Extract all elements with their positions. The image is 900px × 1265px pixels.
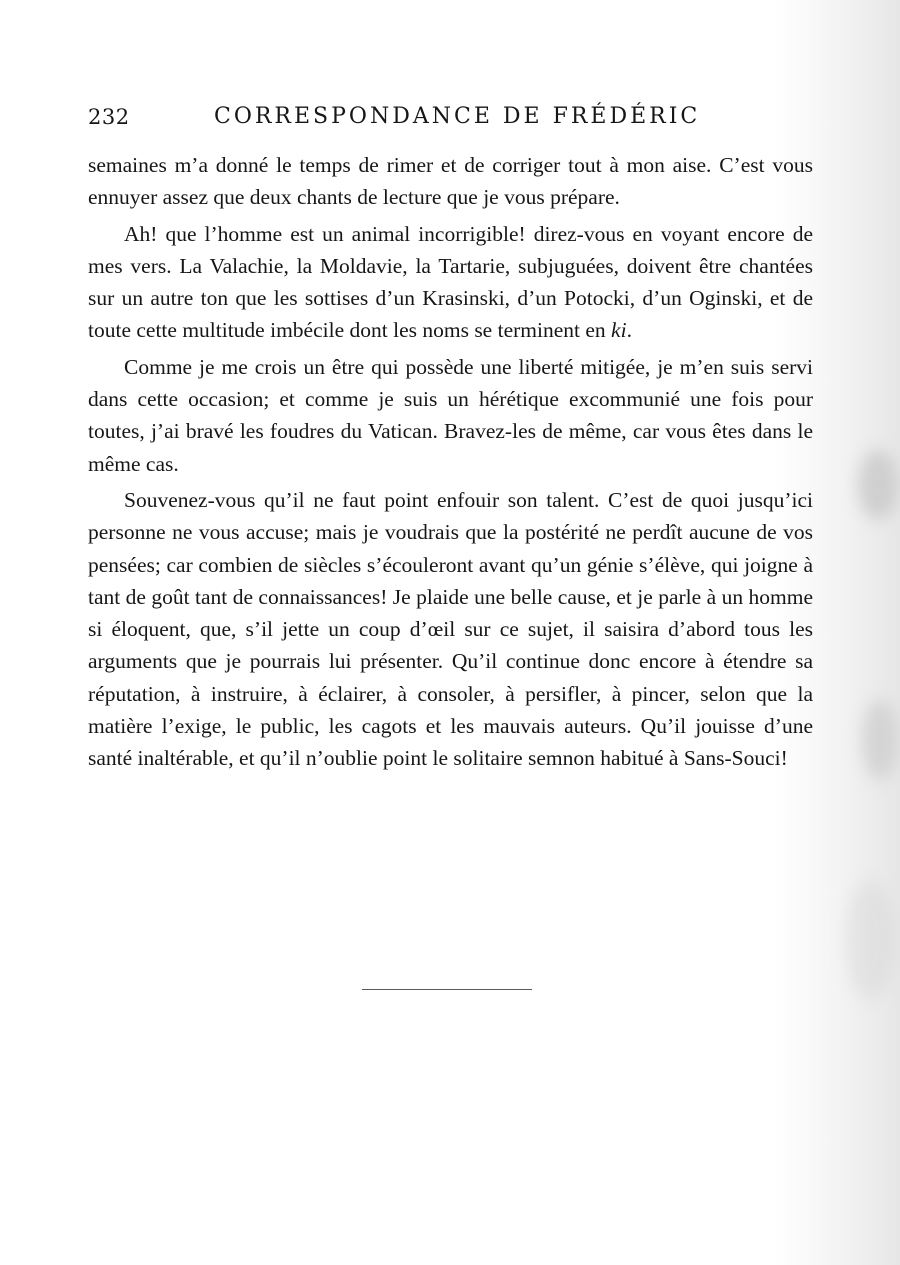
paragraph: Souvenez-vous qu’il ne faut point enfouir son talent. C’est de quoi jusqu’ici personne ne vous accuse; mais je voudrais que la postérité ne perdît aucune de vos pensées; car combien de siècles s’écouleront avant qu’un génie s’élève, qui joigne à tant de goût tant de connaissances! Je plaide une belle cause, et je parle à un homme si éloquent, que, s’il jette un coup d’œil sur ce sujet, il saisira d’abord tous les arguments que je pourrais lui présenter. Qu’il continue donc encore à étendre sa réputation, à instruire, à éclairer, à consoler, à persifler, à pincer, selon que la matière l’exige, le public, les cagots et les mauvais auteurs. Qu’il jouisse d’une santé inaltérable, et qu’il n’oublie point le solitaire semnon habitué à Sans-Souci! <box>88 487 813 771</box>
letter-text <box>88 149 813 775</box>
section-end-rule <box>362 989 532 990</box>
paragraph-text: Ah! que l’homme est un animal incorrigible! direz-vous en voyant encore de mes vers. La Valachie, la Moldavie, la Tartarie, subjuguées, doivent être chantées sur un autre ton que les sottises d’un Krasinski, d’un Potocki, d’un Oginski, et de toute cette multitude imbécile dont les noms se terminent en <box>88 221 813 343</box>
page-edge-shadow <box>845 880 895 1000</box>
italic-suffix: ki <box>611 318 627 343</box>
running-title: CORRESPONDANCE DE FRÉDÉRIC <box>214 104 701 129</box>
running-header <box>88 104 828 134</box>
page-edge-shadow <box>858 450 898 520</box>
page-edge-shadow <box>862 700 898 780</box>
paragraph-continued: semaines m’a donné le temps de rimer et de corriger tout à mon aise. C’est vous ennuyer assez que deux chants de lecture que je vous prépare. <box>88 153 813 210</box>
paragraph: Comme je me crois un être qui possède une liberté mitigée, je m’en suis servi dans cette occasion; et comme je suis un hérétique excommunié une fois pour toutes, j’ai bravé les foudres du Vatican. Bravez-les de même, car vous êtes dans le même cas. <box>88 354 813 476</box>
paragraph: Ah! que l’homme est un animal incorrigible! direz-vous en voyant encore de mes vers. La Valachie, la Moldavie, la Tartarie, subjuguées, doivent être chantées sur un autre ton que les sottises d’un Krasinski, d’un Potocki, d’un Oginski, et de toute cette multitude imbécile dont les noms se terminent en ki. <box>88 221 813 343</box>
page-number: 232 <box>88 105 130 129</box>
